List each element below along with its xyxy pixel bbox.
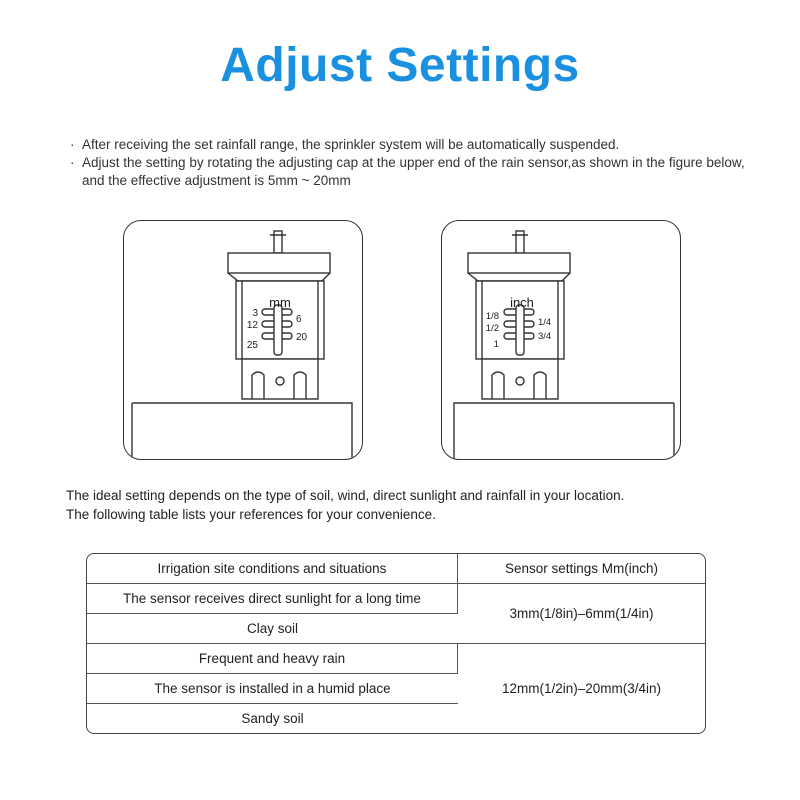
scale-mark: 3 xyxy=(252,308,258,319)
instructions xyxy=(70,136,750,190)
instruction-item xyxy=(70,154,750,190)
condition-cell: Frequent and heavy rain xyxy=(87,644,458,674)
page-title: Adjust Settings xyxy=(220,39,580,92)
condition-cell: The sensor is installed in a humid place xyxy=(87,674,458,704)
instruction-text: After receiving the set rainfall range, the sprinkler system will be automatically suspended. xyxy=(82,137,620,152)
condition-cell: Clay soil xyxy=(87,614,458,644)
setting-cell: 12mm(1/2in)–20mm(3/4in) xyxy=(501,681,662,696)
unit-label: inch xyxy=(510,295,534,310)
scale-mark: 1/4 xyxy=(538,317,552,328)
rain-sensor-illustration-mm xyxy=(124,221,363,460)
settings-reference-table xyxy=(86,553,706,734)
bullet-mark: · xyxy=(70,155,75,170)
table-header-row xyxy=(87,554,705,584)
scale-mark: 20 xyxy=(296,332,308,343)
scale-mark: 25 xyxy=(246,340,258,351)
scale-mark: 12 xyxy=(246,320,258,331)
instruction-text: Adjust the setting by rotating the adjusting cap at the upper end of the rain sensor,as shown in the figure below, and the effective adjustment is 5mm ~ 20mm xyxy=(82,155,745,188)
sensor-figure-inch xyxy=(441,220,681,460)
intro-line: The following table lists your references for your convenience. xyxy=(66,507,436,522)
table-row xyxy=(87,584,705,614)
table-row xyxy=(87,644,705,674)
scale-mark: 1 xyxy=(493,339,499,350)
rain-sensor-illustration-inch xyxy=(442,221,681,460)
scale-mark: 6 xyxy=(296,314,302,325)
sensor-figure-mm xyxy=(123,220,363,460)
bullet-mark: · xyxy=(70,137,75,152)
setting-cell: 3mm(1/8in)–6mm(1/4in) xyxy=(458,584,705,644)
unit-label: mm xyxy=(269,295,291,310)
instruction-item xyxy=(70,136,750,154)
condition-cell: The sensor receives direct sunlight for a long time xyxy=(87,584,458,614)
column-header-conditions: Irrigation site conditions and situations xyxy=(87,554,458,584)
scale-mark: 1/2 xyxy=(485,323,499,334)
table-intro xyxy=(66,486,746,524)
condition-cell: Sandy soil xyxy=(241,711,304,726)
column-header-settings: Sensor settings Mm(inch) xyxy=(458,554,705,584)
scale-mark: 1/8 xyxy=(485,311,499,322)
scale-mark: 3/4 xyxy=(538,331,552,342)
intro-line: The ideal setting depends on the type of soil, wind, direct sunlight and rainfall in your location. xyxy=(66,488,625,503)
